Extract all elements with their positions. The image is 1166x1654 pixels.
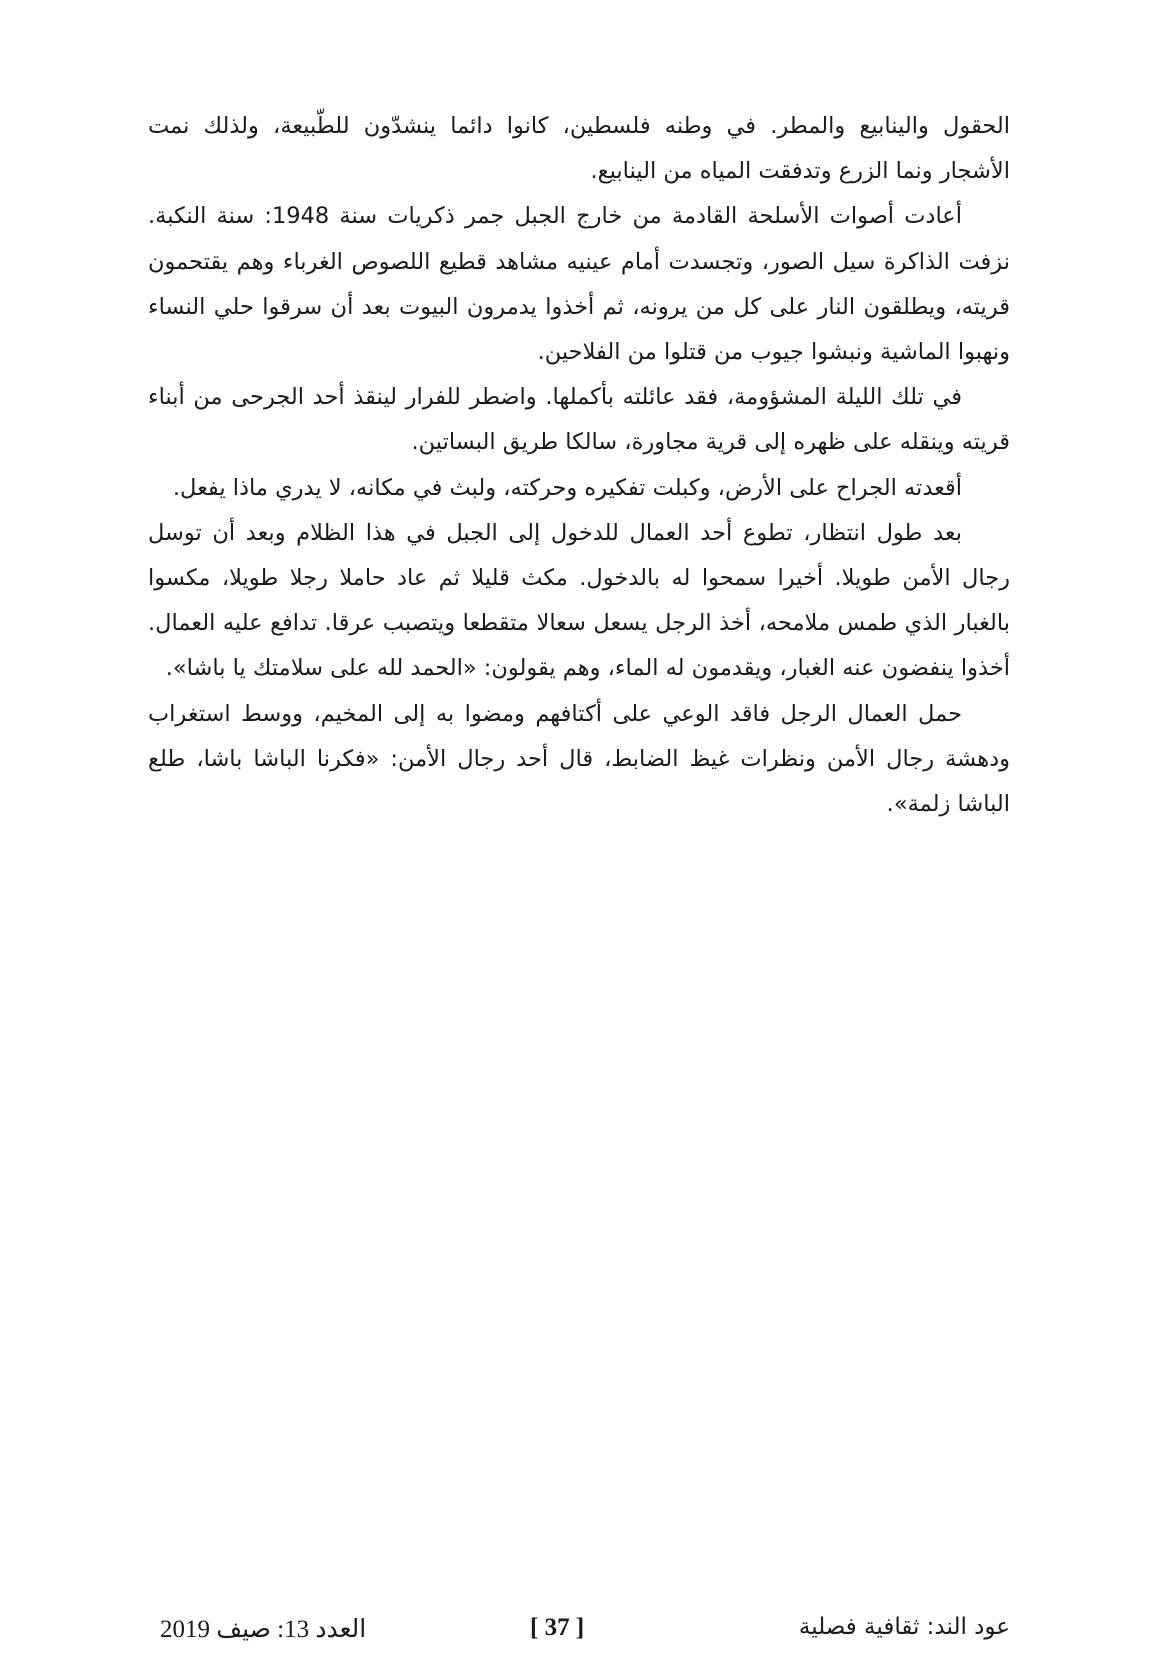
article-paragraph-1: الحقول والينابيع والمطر. في وطنه فلسطين، كانوا دائما ينشدّون للطّبيعة، ولذلك نمت الأشجار ونما الزرع وتدفقت المياه من الينابيع.	[148, 113, 1010, 185]
article-body	[148, 104, 1010, 827]
footer-issue: العدد 13: صيف 2019	[160, 1616, 367, 1643]
page-footer	[148, 1614, 1010, 1654]
article-paragraph-5: بعد طول انتظار، تطوع أحد العمال للدخول إلى الجبل في هذا الظلام وبعد أن توسل رجال الأمن طويلا. أخيرا سمحوا له بالدخول. مكث قليلا ثم عاد حاملا رجلا طويلا، مكسوا بالغبار الذي طمس ملامحه، أخذ الرجل يسعل سعالا متقطعا ويتصبب عرقا. تدافع عليه العمال. أخذوا ينفضون عنه الغبار، ويقدمون له الماء، وهم يقولون: «الحمد لله على سلامتك يا باشا».	[148, 519, 1010, 682]
footer-page-number: [ 37 ]	[530, 1614, 585, 1641]
article-paragraph-3: في تلك الليلة المشؤومة، فقد عائلته بأكملها. واضطر للفرار لينقذ أحد الجرحى من أبناء قريته وينقله على ظهره إلى قرية مجاورة، سالكا طريق البساتين.	[148, 384, 1010, 456]
article-paragraph-4: أقعدته الجراح على الأرض، وكبلت تفكيره وحركته، ولبث في مكانه، لا يدري ماذا يفعل.	[172, 474, 962, 501]
footer-magazine-title: عود الند: ثقافية فصلية	[798, 1614, 1010, 1640]
article-paragraph-2: أعادت أصوات الأسلحة القادمة من خارج الجبل جمر ذكريات سنة 1948: سنة النكبة. نزفت الذاكرة سيل الصور، وتجسدت أمام عينيه مشاهد قطيع اللصوص الغرباء وهم يقتحمون قريته، ويطلقون النار على كل من يرونه، ثم أخذوا يدمرون البيوت بعد أن سرقوا حلي النساء ونهبوا الماشية ونبشوا جيوب من قتلوا من الفلاحين.	[148, 203, 1010, 366]
article-paragraph-6: حمل العمال الرجل فاقد الوعي على أكتافهم ومضوا به إلى المخيم، ووسط استغراب ودهشة رجال الأمن ونظرات غيظ الضابط، قال أحد رجال الأمن: «فكرنا الباشا باشا، طلع الباشا زلمة».	[148, 700, 1010, 818]
